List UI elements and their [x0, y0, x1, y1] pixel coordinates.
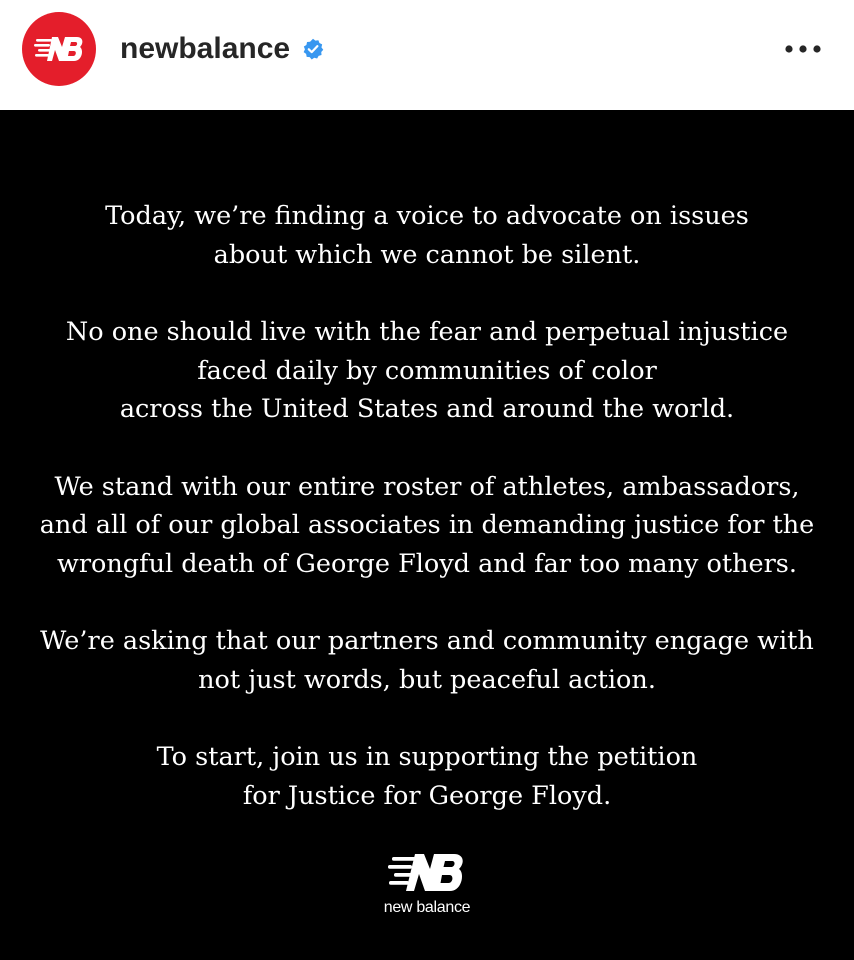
- statement-paragraph: [0, 622, 854, 699]
- username-row: [120, 28, 324, 70]
- statement-line: We’re asking that our partners and community engage with: [40, 626, 814, 657]
- statement-line: We stand with our entire roster of athletes, ambassadors,: [54, 471, 800, 502]
- statement-paragraph: [0, 468, 854, 584]
- brand-name: new balance: [383, 899, 471, 916]
- verified-badge-icon: [302, 38, 324, 60]
- statement-paragraph: [0, 197, 854, 274]
- statement-line: and all of our global associates in demanding justice for the: [39, 510, 815, 541]
- statement-line: wrongful death of George Floyd and far too many others.: [57, 548, 797, 579]
- statement-line: Today, we’re finding a voice to advocate on issues: [105, 201, 749, 231]
- statement-line: across the United States and around the world.: [119, 394, 735, 425]
- statement-line: about which we cannot be silent.: [213, 239, 641, 270]
- new-balance-logo-icon: [386, 850, 466, 895]
- more-options-button[interactable]: [778, 32, 828, 66]
- new-balance-logo-icon: [34, 34, 84, 64]
- brand-mark: [360, 850, 494, 926]
- statement-paragraph: [0, 313, 854, 429]
- statement-line: not just words, but peaceful action.: [198, 664, 656, 695]
- more-horizontal-icon: [783, 44, 823, 54]
- username-link[interactable]: newbalance: [120, 32, 291, 65]
- statement-line: No one should live with the fear and perpetual injustice: [65, 316, 789, 347]
- statement-text: [0, 197, 854, 854]
- post-header: [0, 0, 854, 110]
- statement-paragraph: [0, 738, 854, 815]
- post-image[interactable]: [0, 110, 854, 960]
- statement-line: faced daily by communities of color: [197, 355, 657, 386]
- avatar[interactable]: [22, 12, 96, 86]
- statement-line: To start, join us in supporting the petition: [156, 742, 698, 773]
- statement-line: for Justice for George Floyd.: [242, 780, 612, 811]
